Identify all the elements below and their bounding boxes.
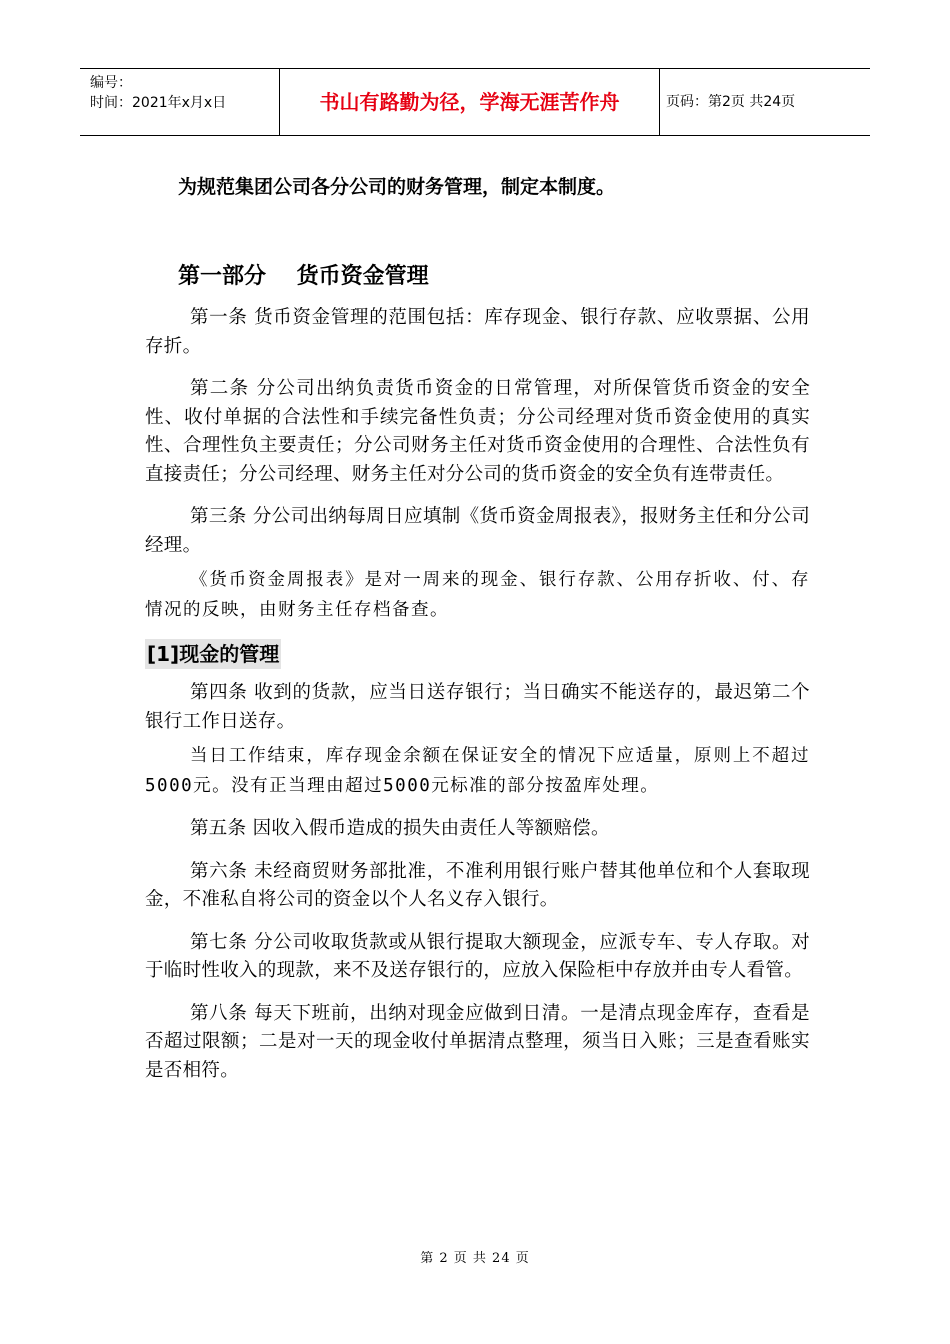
document-body [145,160,810,1085]
article-1: 第一条 货币资金管理的范围包括：库存现金、银行存款、应收票据、公用存折。 [145,307,810,357]
article-3: 第三条 分公司出纳每周日应填制《货币资金周报表》，报财务主任和分公司经理。 [145,506,810,556]
section-heading-cash: [1]现金的管理 [145,639,281,669]
header-number: 编号： [90,75,132,91]
page-footer: 第 2 页 共 24 页 [420,1251,530,1266]
intro-statement: 为规范集团公司各分公司的财务管理，制定本制度。 [178,176,616,198]
page-header [80,68,870,136]
article-2: 第二条 分公司出纳负责货币资金的日常管理，对所保管货币资金的安全性、收付单据的合法性和手续完备性负责；分公司经理对货币资金使用的真实性、合理性负主要责任；分公司财务主任对货币资金使用的合理性、合法性负有直接责任；分公司经理、财务主任对分公司的货币资金的安全负有连带责任。 [145,378,810,485]
article-4: 第四条 收到的货款，应当日送存银行；当日确实不能送存的，最迟第二个银行工作日送存。 [145,682,810,732]
header-date: 时间：2021年x月x日 [90,95,227,111]
header-meta [80,69,280,135]
cash-limit-note: 当日工作结束，库存现金余额在保证安全的情况下应适量，原则上不超过5000元。没有正当理由超过5000元标准的部分按盈库处理。 [145,746,810,796]
weekly-report-note: 《货币资金周报表》是对一周来的现金、银行存款、公用存折收、付、存情况的反映，由财务主任存档备查。 [145,570,810,620]
article-8: 第八条 每天下班前，出纳对现金应做到日清。一是清点现金库存，查看是否超过限额；二是对一天的现金收付单据清点整理，须当日入账；三是查看账实是否相符。 [145,1002,810,1081]
part-title: 第一部分 货币资金管理 [178,264,429,289]
article-5: 第五条 因收入假币造成的损失由责任人等额赔偿。 [190,818,610,839]
header-page-info: 页码：第2页 共24页 [666,94,796,110]
article-7: 第七条 分公司收取货款或从银行提取大额现金，应派专车、专人存取。对于临时性收入的现款，来不及送存银行的，应放入保险柜中存放并由专人看管。 [145,931,810,981]
header-motto: 书山有路勤为径，学海无涯苦作舟 [280,69,660,135]
article-6: 第六条 未经商贸财务部批准，不准利用银行账户替其他单位和个人套取现金，不准私自将公司的资金以个人名义存入银行。 [145,860,810,910]
